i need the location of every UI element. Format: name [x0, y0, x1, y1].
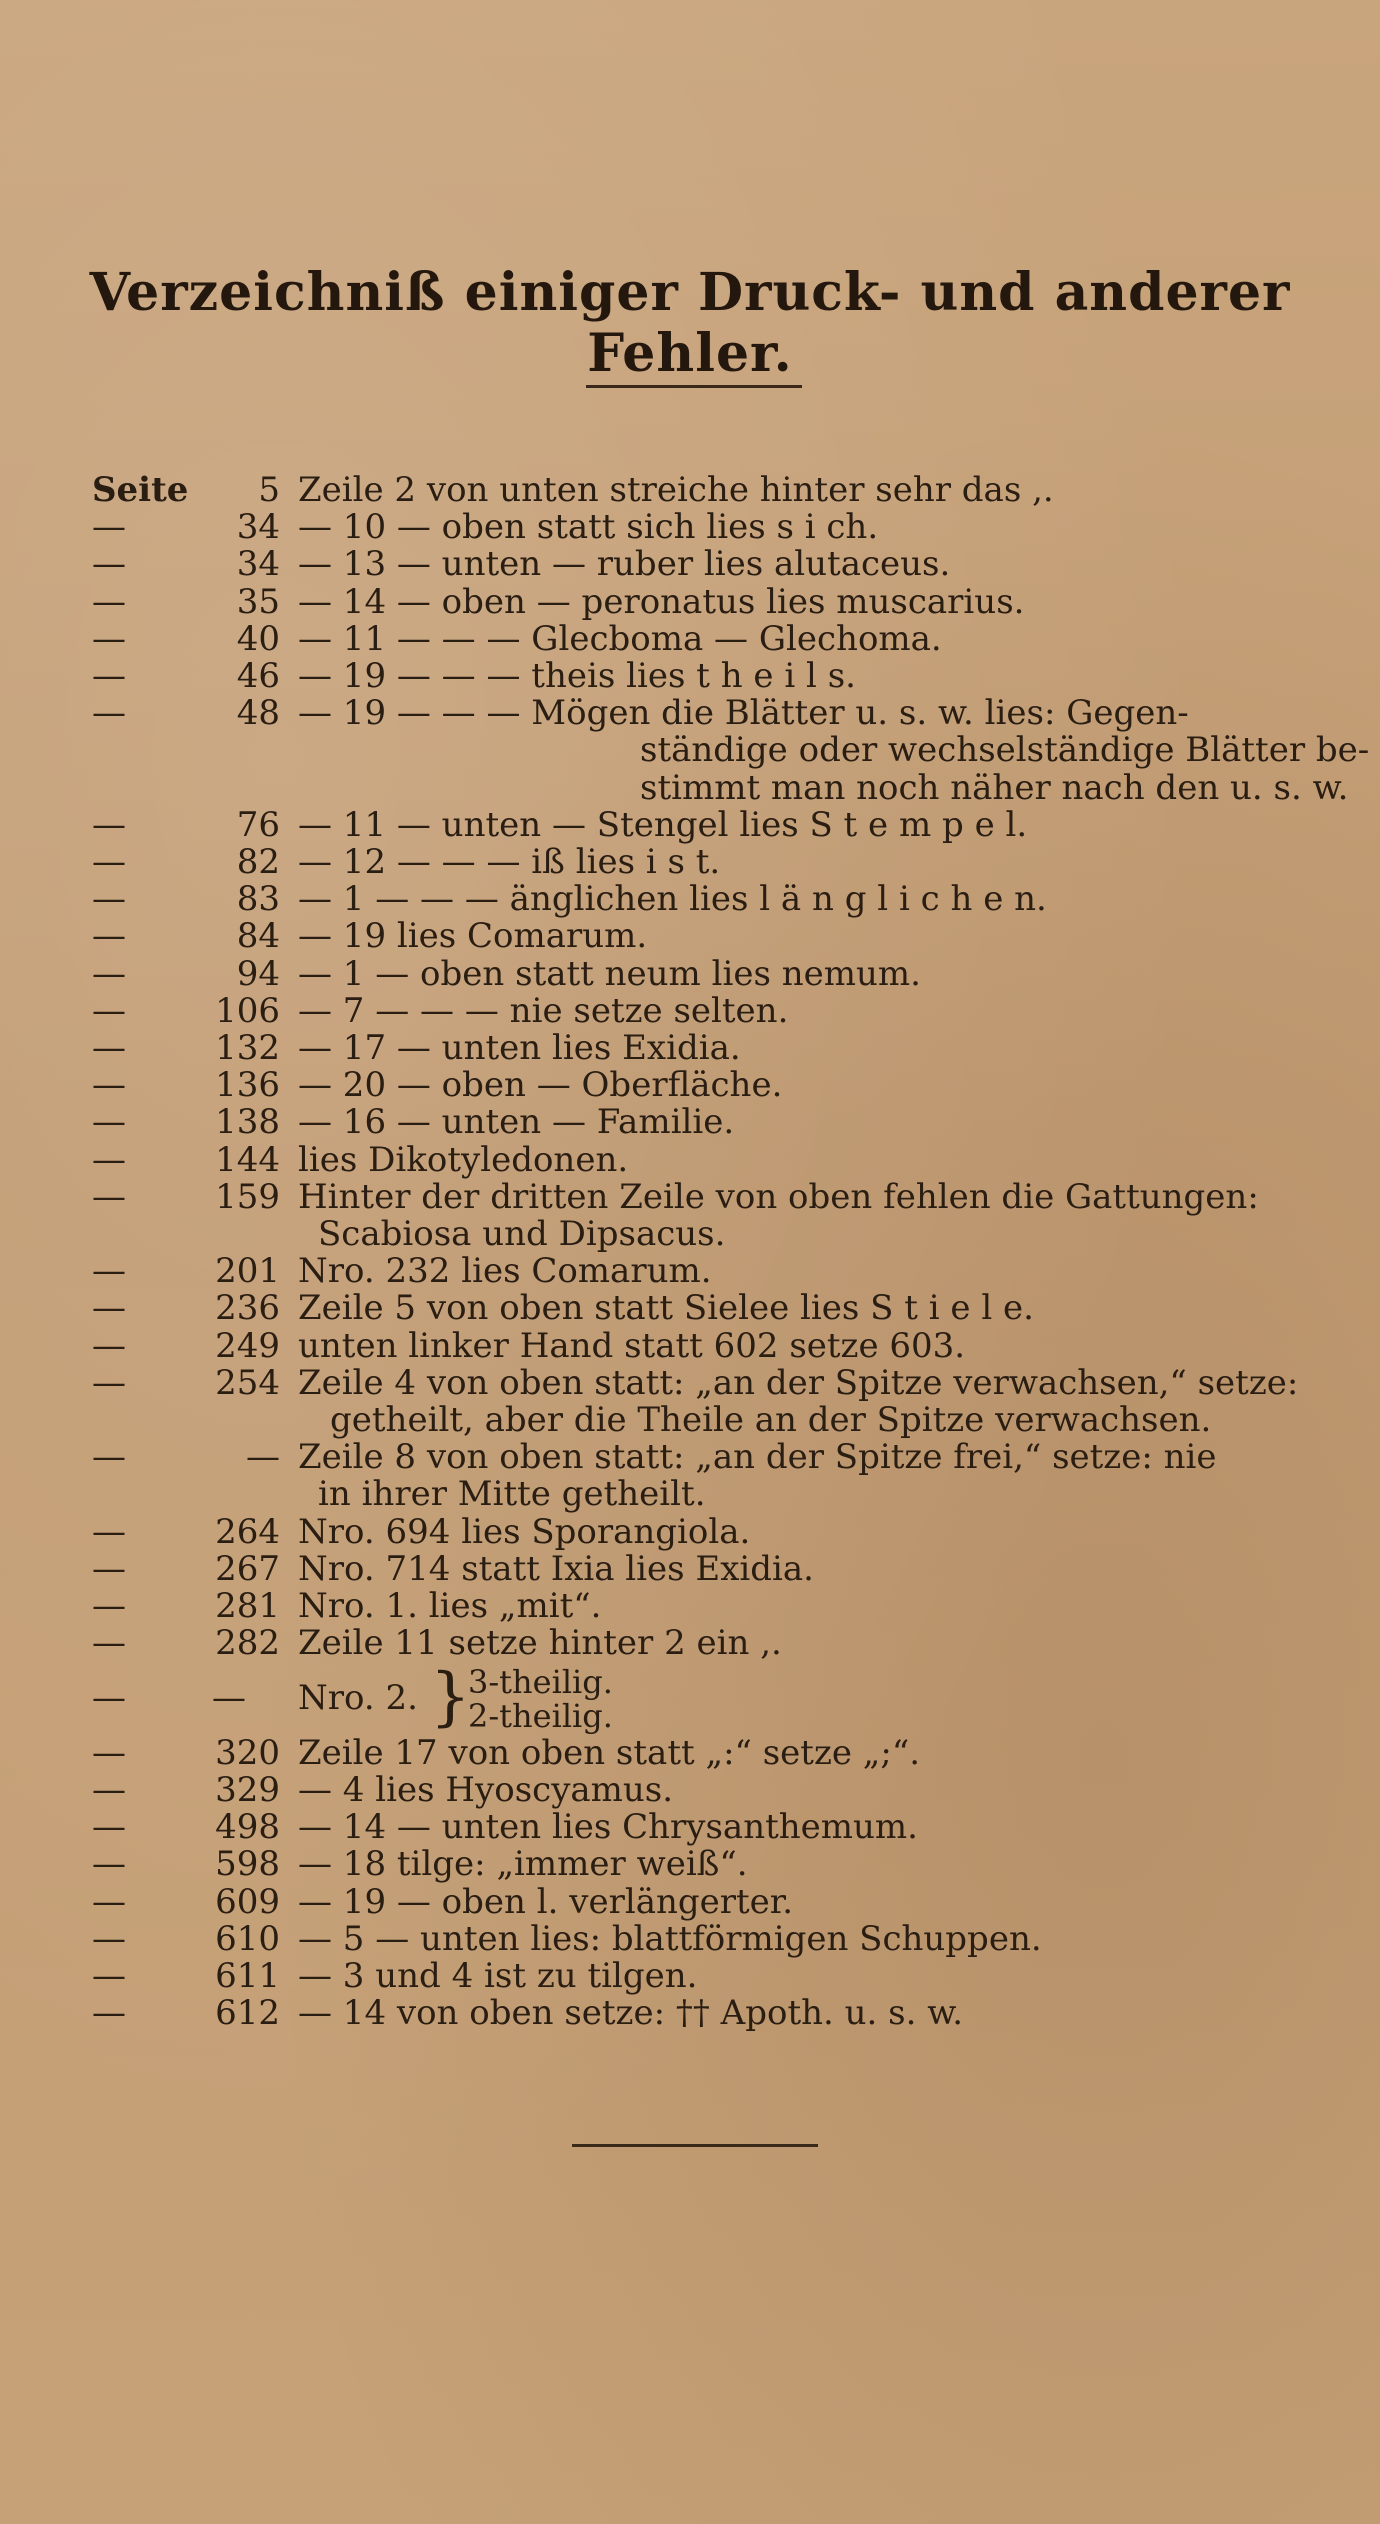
page-number: 35: [236, 581, 280, 622]
page-number: 76: [236, 804, 280, 845]
correction-text: — 1 — oben statt neum lies nemum.: [298, 953, 921, 994]
correction-text: — 18 tilge: „immer weiß“.: [298, 1844, 748, 1885]
correction-text: — 14 — unten lies Chrysanthemum.: [298, 1807, 918, 1848]
correction-text: Zeile 4 von oben statt: „an der Spitze verwachsen,“ setze:: [298, 1362, 1299, 1403]
correction-text: Nro. 714 statt Ixia lies Exidia.: [298, 1548, 814, 1589]
brace-icon: }: [430, 1660, 471, 1735]
page-number: —: [246, 1437, 280, 1478]
row-dash: —: [92, 1288, 126, 1329]
row-dash: —: [92, 693, 126, 734]
row-dash: —: [92, 1176, 126, 1217]
page-number: 254: [215, 1362, 280, 1403]
page-number: 48: [236, 693, 280, 734]
row-dash: —: [92, 916, 126, 957]
page-number: 612: [215, 1993, 280, 2034]
page-number: 201: [215, 1251, 280, 1292]
correction-text: — 3 und 4 ist zu tilgen.: [298, 1956, 698, 1996]
page-number: 609: [215, 1881, 280, 1922]
page-number: 46: [236, 656, 280, 696]
correction-text: in ihrer Mitte getheilt.: [318, 1474, 706, 1515]
correction-text: stimmt man noch näher nach den u. s. w.: [640, 767, 1349, 808]
row-dash: —: [92, 1678, 126, 1719]
correction-text: Nro. 232 lies Comarum.: [298, 1251, 712, 1292]
correction-text: — 20 — oben — Oberfläche.: [298, 1065, 783, 1106]
row-dash: —: [92, 1918, 126, 1959]
page-number: 267: [215, 1548, 280, 1589]
row-dash: —: [92, 842, 126, 882]
correction-text: ständige oder wechselständige Blätter be-: [640, 730, 1370, 771]
row-dash: —: [92, 1956, 126, 1996]
correction-text: — 10 — oben statt sich lies s i ch.: [298, 507, 879, 548]
page-number: 282: [215, 1623, 280, 1664]
correction-text: — 19 — — — theis lies t h e i l s.: [298, 656, 856, 696]
row-dash: —: [92, 990, 126, 1031]
page-number: 138: [215, 1102, 280, 1143]
page-number: 320: [215, 1732, 280, 1773]
row-dash: —: [92, 1065, 126, 1106]
correction-text: — 1 — — — änglichen lies l ä n g l i c h e n.: [298, 879, 1047, 920]
seite-label: Seite: [92, 470, 189, 510]
correction-text: — 5 — unten lies: blattförmigen Schuppen.: [298, 1918, 1042, 1959]
row-dash: —: [92, 1993, 126, 2034]
brace-label: Nro. 2.: [298, 1678, 418, 1719]
correction-text: — 11 — unten — Stengel lies S t e m p e l.: [298, 804, 1028, 845]
correction-text: — 7 — — — nie setze selten.: [298, 990, 789, 1031]
correction-text: Nro. 1. lies „mit“.: [298, 1586, 602, 1626]
page-number: 106: [215, 990, 280, 1031]
page-number: 281: [215, 1586, 280, 1626]
correction-text: — 13 — unten — ruber lies alutaceus.: [298, 544, 951, 585]
correction-text: Zeile 5 von oben statt Sielee lies S t i e l e.: [298, 1288, 1034, 1329]
page-number: 84: [236, 916, 280, 957]
correction-text: — 11 — — — Glecboma — Glechoma.: [298, 618, 942, 659]
page-number: 34: [236, 544, 280, 585]
row-dash: —: [92, 1548, 126, 1589]
row-dash: —: [92, 1251, 126, 1292]
brace-option-bottom: 2-theilig.: [468, 1697, 613, 1736]
row-dash: —: [92, 544, 126, 585]
row-dash: —: [92, 1586, 126, 1626]
correction-text: Zeile 2 von unten streiche hinter sehr das ,.: [298, 470, 1054, 510]
row-dash: —: [92, 1362, 126, 1403]
correction-text: — 19 lies Comarum.: [298, 916, 648, 957]
page-title: Verzeichniß einiger Druck- und anderer Fehler.: [89, 262, 1291, 384]
row-dash: —: [92, 1623, 126, 1664]
page-number: 5: [258, 470, 280, 510]
correction-text: — 19 — oben l. verlängerter.: [298, 1881, 794, 1922]
page-number: 249: [215, 1325, 280, 1366]
brace-option-top: 3-theilig.: [468, 1663, 613, 1702]
correction-text: Zeile 11 setze hinter 2 ein ,.: [298, 1623, 782, 1664]
page-number: —: [212, 1678, 246, 1719]
correction-text: unten linker Hand statt 602 setze 603.: [298, 1325, 966, 1366]
correction-text: Nro. 694 lies Sporangiola.: [298, 1511, 751, 1552]
correction-text: getheilt, aber die Theile an der Spitze verwachsen.: [330, 1400, 1212, 1440]
correction-text: Hinter der dritten Zeile von oben fehlen die Gattungen:: [298, 1176, 1259, 1217]
row-dash: —: [92, 1844, 126, 1885]
page-number: 82: [236, 842, 280, 882]
correction-text: — 14 — oben — peronatus lies muscarius.: [298, 581, 1025, 622]
correction-text: — 19 — — — Mögen die Blätter u. s. w. lies: Gegen-: [298, 693, 1189, 734]
row-dash: —: [92, 507, 126, 548]
page-number: 94: [236, 953, 280, 994]
correction-text: — 4 lies Hyoscyamus.: [298, 1770, 674, 1810]
row-dash: —: [92, 804, 126, 845]
row-dash: —: [92, 879, 126, 920]
page-number: 144: [215, 1139, 280, 1180]
page-number: 136: [215, 1065, 280, 1106]
row-dash: —: [92, 1511, 126, 1552]
correction-text: Zeile 8 von oben statt: „an der Spitze frei,“ setze: nie: [298, 1437, 1217, 1478]
correction-text: Zeile 17 von oben statt „:“ setze „;“.: [298, 1732, 921, 1773]
row-dash: —: [92, 656, 126, 696]
row-dash: —: [92, 1102, 126, 1143]
page-number: 132: [215, 1028, 280, 1068]
page-number: 598: [215, 1844, 280, 1885]
row-dash: —: [92, 1807, 126, 1848]
row-dash: —: [92, 1881, 126, 1922]
page-number: 34: [236, 507, 280, 548]
correction-text: lies Dikotyledonen.: [298, 1139, 629, 1180]
page-number: 610: [215, 1918, 280, 1959]
page-number: 611: [215, 1956, 280, 1996]
correction-text: — 12 — — — iß lies i s t.: [298, 842, 721, 882]
row-dash: —: [92, 581, 126, 622]
page-number: 329: [215, 1770, 280, 1810]
bottom-divider: [572, 2144, 818, 2147]
correction-text: Scabiosa und Dipsacus.: [318, 1214, 726, 1254]
row-dash: —: [92, 1325, 126, 1366]
correction-text: — 17 — unten lies Exidia.: [298, 1028, 741, 1068]
row-dash: —: [92, 1732, 126, 1773]
page-number: 264: [215, 1511, 280, 1552]
title-divider: [586, 385, 802, 388]
row-dash: —: [92, 953, 126, 994]
row-dash: —: [92, 1770, 126, 1810]
row-dash: —: [92, 618, 126, 659]
page-number: 159: [215, 1176, 280, 1217]
row-dash: —: [92, 1437, 126, 1478]
page-number: 83: [236, 879, 280, 920]
page-number: 40: [236, 618, 280, 659]
page-number: 498: [215, 1807, 280, 1848]
correction-text: — 14 von oben setze: †† Apoth. u. s. w.: [298, 1993, 964, 2034]
row-dash: —: [92, 1139, 126, 1180]
page-number: 236: [215, 1288, 280, 1329]
row-dash: —: [92, 1028, 126, 1068]
correction-text: — 16 — unten — Familie.: [298, 1102, 735, 1143]
